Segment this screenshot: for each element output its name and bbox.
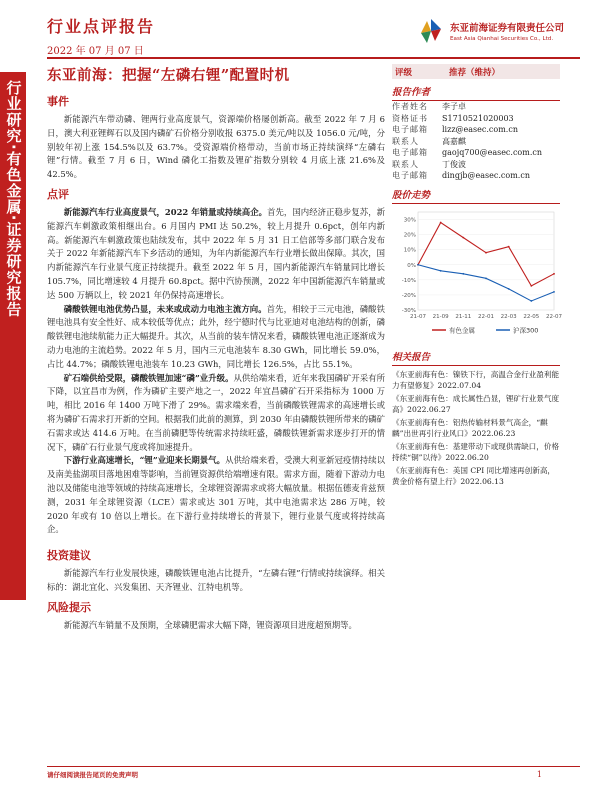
data-point xyxy=(508,245,510,247)
analyst-value: 丁俊波 xyxy=(442,159,466,169)
data-point xyxy=(462,236,464,238)
x-tick-label: 21-09 xyxy=(432,313,449,320)
y-tick-label: 10% xyxy=(403,247,416,254)
x-tick-label: 22-07 xyxy=(546,313,562,320)
section-heading-invest: 投资建议 xyxy=(47,549,91,563)
y-tick-label: -30% xyxy=(401,307,416,314)
comment-paragraph-2 xyxy=(47,303,385,372)
comment-p4-lead: 下游行业高速增长，“锂”业迎来长期景气。 xyxy=(63,455,226,466)
right-column xyxy=(392,64,560,489)
analyst-email[interactable]: gaojq700@easec.com.cn xyxy=(442,148,543,157)
related-report-link[interactable]: 《东亚前海有色：铝热传输材料景气高企，“麒麟”出世再引行业风口》2022.06.23 xyxy=(392,417,548,438)
trend-heading: 股价走势 xyxy=(392,187,560,204)
related-report-link[interactable]: 《东亚前海有色：美国 CPI 同比增速再创新高，黄金价格有望上行》2022.06.13 xyxy=(392,465,556,486)
y-tick-label: 30% xyxy=(403,217,416,224)
main-content xyxy=(47,64,385,633)
invest-paragraph: 新能源汽车行业发展快速，磷酸铁锂电池占比提升，“左磷右锂”行情或持续演绎。相关标的：湖北宜化、兴发集团、天齐锂业、江特电机等。 xyxy=(47,568,385,592)
analyst-key: 电子邮箱 xyxy=(392,171,428,180)
data-point xyxy=(440,221,442,223)
data-point xyxy=(508,287,510,289)
company-name-cn: 东亚前海证券有限责任公司 xyxy=(449,23,564,34)
comment-p3-lead: 矿石端供给受限，磷酸铁锂加速“磷”业升级。 xyxy=(63,372,234,383)
analysts-heading: 报告作者 xyxy=(392,84,560,101)
section-heading-comment: 点评 xyxy=(47,187,69,201)
comment-p4-body: 从供给端来看，受澳大利亚新冠疫情持续以及南美盐湖项目落地困难等影响，当前锂资源供给端增速有限。需求方面，随着下游动力电池以及储能电池等领域的持续高速增长，全球锂资源需求或将大幅放量。根据伍德麦肯兹预测，2031 年全球锂资源（LCE）需求或达 301 万吨，其中电池需求达 286 万吨，较 2020 年或有 10 倍以上增长。在下游行业持续增长的背景下，锂行业景气度或将持续高企。 xyxy=(47,455,386,535)
analyst-value: 李子卓 xyxy=(442,102,466,111)
price-trend-chart xyxy=(392,206,560,340)
analyst-email[interactable]: dingjb@easec.com.cn xyxy=(442,171,530,180)
data-point xyxy=(462,272,464,274)
comment-paragraph-4 xyxy=(47,454,385,537)
analyst-list xyxy=(392,101,560,182)
related-reports-list xyxy=(392,369,560,487)
data-point xyxy=(485,251,487,253)
x-tick-label: 21-11 xyxy=(455,313,472,320)
report-type: 行业点评报告 xyxy=(47,17,156,36)
comment-p1-lead: 新能源汽车行业高度景气，2022 年销量或持续高企。 xyxy=(63,206,268,217)
data-point xyxy=(440,269,442,271)
sidebar-vertical-label: 行业研究·有色金属·证券研究报告 xyxy=(0,72,26,600)
comment-p3-body: 从供给端来看，近年来我国磷矿开采有所下降，以宜昌市为例，作为磷矿主要产地之一，2022 年宜昌磷矿石开采指标为 1000 万吨，相比 2016 年 1400 万吨下滑了 29%。需求端来看，当前磷酸铁锂需求的高速增长或将为磷矿石需求打开新的空间。根据我们此前的测算，到 2030 年由磷酸铁锂所带来的磷矿石需求或达 414.6 万吨。在当前磷肥等传统需求持续旺盛，磷酸铁锂新需求逐步打开的情况下，磷矿石行业景气度或将加速提升。 xyxy=(47,372,386,452)
analyst-key: 电子邮箱 xyxy=(392,125,428,134)
x-tick-label: 22-03 xyxy=(500,313,517,320)
rating-value: 推荐（维持） xyxy=(449,67,501,78)
data-point xyxy=(553,291,555,293)
related-report-link[interactable]: 《东亚前海有色：成长属性凸显，锂矿行业景气度高》2022.06.27 xyxy=(392,393,560,414)
comment-p2-lead: 磷酸铁锂电池优势凸显，未来或成动力电池主流方向。 xyxy=(63,303,267,314)
y-tick-label: 0% xyxy=(407,262,416,269)
analyst-value: S1710521020003 xyxy=(442,113,514,123)
analyst-row xyxy=(392,101,560,113)
company-name-en: East Asia Qianhai Securities Co., Ltd. xyxy=(449,36,554,42)
comment-paragraph-3 xyxy=(47,372,385,455)
footer-divider xyxy=(47,766,580,767)
analyst-value: 高嘉麒 xyxy=(442,136,466,146)
series-line-1 xyxy=(418,264,554,300)
data-point xyxy=(530,300,532,302)
comment-paragraph-1 xyxy=(47,206,385,303)
analyst-email[interactable]: lizz@easec.com.cn xyxy=(442,125,518,134)
report-date: 2022 年 07 月 07 日 xyxy=(47,46,144,57)
analyst-row xyxy=(392,170,560,182)
analyst-row xyxy=(392,159,560,171)
y-tick-label: -10% xyxy=(401,277,416,284)
y-tick-label: 20% xyxy=(403,232,416,239)
x-tick-label: 21-07 xyxy=(410,313,426,320)
x-tick-label: 22-05 xyxy=(523,313,540,320)
analyst-key: 资格证书 xyxy=(392,113,428,123)
legend-label: 沪深300 xyxy=(513,326,539,334)
company-logo xyxy=(417,17,564,45)
analyst-key: 作者姓名 xyxy=(392,102,428,111)
analyst-row xyxy=(392,136,560,148)
related-report-link[interactable]: 《东亚前海有色：基建带动下或现供需缺口，价格持续“铜”以待》2022.06.20 xyxy=(392,441,560,462)
section-heading-event: 事件 xyxy=(47,95,69,108)
analyst-key: 联系人 xyxy=(392,136,419,146)
footer-disclaimer: 请仔细阅读报告尾页的免责声明 xyxy=(47,771,138,779)
section-heading-risk: 风险提示 xyxy=(47,600,91,614)
analyst-key: 电子邮箱 xyxy=(392,148,428,157)
related-heading: 相关报告 xyxy=(392,349,560,366)
data-point xyxy=(417,263,419,265)
x-tick-label: 22-01 xyxy=(478,313,494,320)
analyst-row xyxy=(392,113,560,125)
comment-p1-body: 首先，国内经济正稳步复苏，新能源汽车刺激政策相继出台。6 月国内 PMI 达 50.2%，较上月提升 0.6pct，创年内新高。新能源汽车刺激政策也陆续发布，其中 2022 年 5 月 31 日工信部等多部门联合发布关于 2022 年新能源汽车下乡活动的通知，为年内新能源汽车行业增长做出保障。其次，国内新能源汽车行业景气度正持续提升。截至 2022 年 5 月，国内新能源汽车销量同比增长 105.7%，同比增速较 4 月提升 60.8pct。据中汽协预测，2022 年中国新能源汽车销量或达 500 万辆以上，较 2021 年仍保持高速增长。 xyxy=(47,206,385,300)
event-paragraph: 新能源汽车带动磷、锂两行业高度景气，资源端价格屡创新高。截至 2022 年 7 月 6 日，澳大利亚锂辉石以及国内磷矿石价格分别收报 6375.0 美元/吨以及 1056.0 元/吨，分别较年初上涨 154.5%以及 63.7%。受资源端价格带动，当前市场正持续演绎“左磷右锂”行情。截至 7 月 6 日，Wind 磷化工指数及锂矿指数分别较 4 月底上涨 21.6%及 42.5%。 xyxy=(47,114,385,180)
analyst-row xyxy=(392,147,560,159)
data-point xyxy=(553,272,555,274)
risk-paragraph: 新能源汽车销量不及预期，全球磷肥需求大幅下降，锂资源项目进度超预期等。 xyxy=(63,619,357,630)
rating-bar xyxy=(392,64,560,79)
legend-label: 有色金属 xyxy=(449,326,475,334)
comment-p2-body: 首先，相较于三元电池，磷酸铁锂电池具有安全性好、成本较低等优点；此外，经宁德时代与比亚迪对电池结构的创新，磷酸铁锂电池续航能力正大幅提升。其次，从当前的装车情况来看，磷酸铁锂电池正逐渐成为动力电池的主流趋势。2022 年 5 月，国内三元电池装车 8.30 GWh，同比增长 59.0%，占比 44.7%；磷酸铁锂电池装车 10.23 GWh，同比增长 126.5%，占比 55.1%。 xyxy=(47,303,386,369)
page-number: 1 xyxy=(536,770,542,779)
analyst-key: 联系人 xyxy=(392,159,419,169)
data-point xyxy=(530,284,532,286)
page-title: 东亚前海：把握“左磷右锂”配置时机 xyxy=(47,67,290,84)
y-tick-label: -20% xyxy=(401,292,416,299)
header-divider xyxy=(47,57,580,59)
related-report-link[interactable]: 《东亚前海有色：镍铁下行，高温合金行业盈利能力有望修复》2022.07.04 xyxy=(392,369,560,390)
series-line-0 xyxy=(418,222,554,285)
data-point xyxy=(485,277,487,279)
rating-label: 评级 xyxy=(395,67,413,78)
logo-mark-icon xyxy=(417,17,445,45)
analyst-row xyxy=(392,124,560,136)
